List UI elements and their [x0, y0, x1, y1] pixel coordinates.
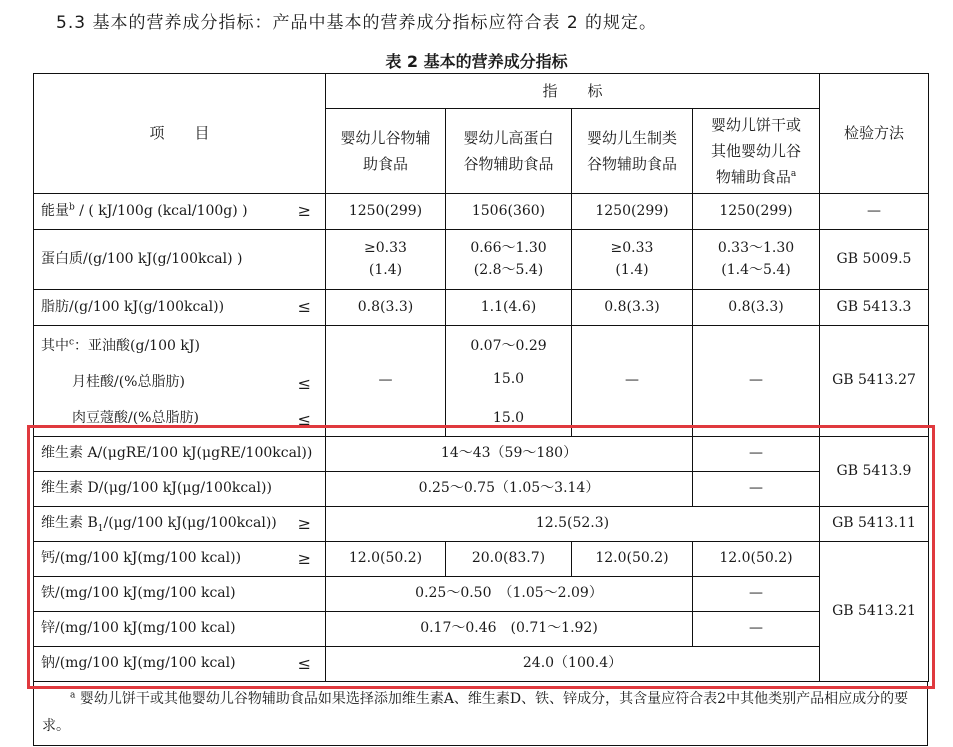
header-method: 检验方法 — [820, 74, 929, 194]
section-heading: 5.3 基本的营养成分指标：产品中基本的营养成分指标应符合表 2 的规定。 — [56, 13, 658, 33]
table-row-zinc: 锌/(mg/100 kJ(mg/100 kcal) 0.17～0.46 (0.71～1.92) — — [34, 612, 929, 647]
table-row-fat: 脂肪/(g/100 kJ(g/100kcal)) ≤ 0.8(3.3) 1.1(4.6) 0.8(3.3) 0.8(3.3) GB 5413.3 — [34, 290, 929, 326]
table-row-energy: 能量$^b$ / ( kJ/100g (kcal/100g) ) ≥ 1250(299) 1506(360) 1250(299) 1250(299) — — [34, 194, 929, 230]
table-row-protein: 蛋白质/(g/100 kJ(g/100kcal) ) ≥0.33 (1.4) 0.66～1.30 (2.8～5.4) ≥0.33 (1.4) 0.33～1.30 (1.4～5.4) GB 5009.5 — [34, 230, 929, 290]
nutrition-table-container — [33, 73, 928, 746]
table-row-calcium: 钙/(mg/100 kJ(mg/100 kcal)) ≥ 12.0(50.2) 20.0(83.7) 12.0(50.2) 12.0(50.2) GB 5413.21 — [34, 542, 929, 577]
table-row-fatty-acids: 其中$^c$：亚油酸(g/100 kJ) 月桂酸/(%总脂肪) ≤ 肉豆蔻酸/(%总脂肪) ≤ — 0.07～0.29 15.0 15.0 — — GB 5413.27 — [34, 326, 929, 437]
table-row-vitamin-b1: 维生素 $B_1/(\mu g/100$ kJ(μg/100kcal)) ≥ 12.5(52.3) GB 5413.11 — [34, 507, 929, 542]
lte-symbol: ≤ — [297, 653, 311, 673]
table-row-iron: 铁/(mg/100 kJ(mg/100 kcal) 0.25～0.50 （1.05～2.09） — — [34, 577, 929, 612]
nutrition-table — [33, 73, 929, 682]
header-col-cereal: 婴幼儿谷物辅 助食品 — [326, 109, 446, 194]
header-col-high-protein: 婴幼儿高蛋白 谷物辅助食品 — [446, 109, 572, 194]
header-col-raw: 婴幼儿生制类 谷物辅助食品 — [572, 109, 693, 194]
table-footnote: $^a$ 婴幼儿饼干或其他婴幼儿谷物辅助食品如果选择添加维生素A、维生素D、铁、锌成分，其含量应符合表2中其他类别产品相应成分的要求。 — [33, 682, 928, 746]
table-row-sodium: 钠/(mg/100 kJ(mg/100 kcal) ≤ 24.0（100.4） — [34, 647, 929, 682]
header-indicator-group: 指 标 — [326, 74, 820, 109]
gte-symbol: ≥ — [297, 201, 311, 221]
table-row-vitamin-a: 维生素 A/(μgRE/100 kJ(μgRE/100kcal)) 14～43（59～180） — GB 5413.9 — [34, 437, 929, 472]
gte-symbol: ≥ — [297, 548, 311, 568]
lte-symbol: ≤ — [297, 297, 311, 317]
gte-symbol: ≥ — [297, 513, 311, 533]
table-row-vitamin-d: 维生素 D/(μg/100 kJ(μg/100kcal)) 0.25～0.75（1.05～3.14） — — [34, 472, 929, 507]
table-caption: 表 2 基本的营养成分指标 — [385, 52, 568, 71]
header-col-biscuit: 婴幼儿饼干或 其他婴幼儿谷 物辅助食品$^a$ — [693, 109, 820, 194]
header-item: 项 目 — [34, 74, 326, 194]
